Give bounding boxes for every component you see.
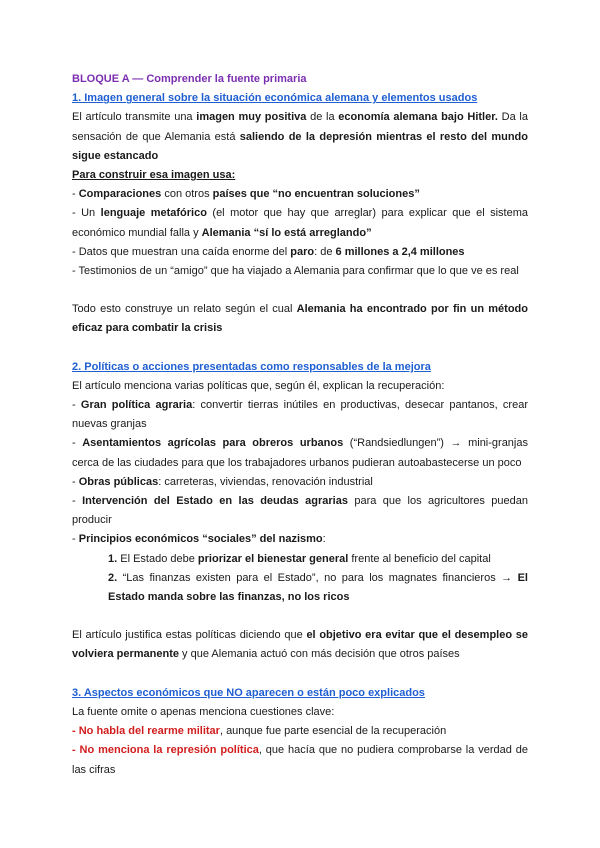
section-2-numbered-2: 2. “Las finanzas existen para el Estado”, no para los magnates financieros → El Estado manda sobre las finanzas, no los ricos — [108, 571, 528, 604]
section-1-bullet-1: - Comparaciones con otros países que “no encuentran soluciones” — [72, 188, 420, 201]
section-2-intro: El artículo menciona varias políticas que, según él, explican la recuperación: — [72, 379, 445, 392]
section-2-bullet-1: - Gran política agraria: convertir tierras inútiles en productivas, desecar pantanos, crear nuevas granjas — [72, 399, 528, 431]
section-2-bullet-2: - Asentamientos agrícolas para obreros urbanos (“Randsiedlungen”) → mini-granjas cerca de las ciudades para que los trabajadores urbanos pudieran autoabastecerse un poco — [72, 437, 528, 469]
section-3-title: 3. Aspectos económicos que NO aparecen o están poco explicados — [72, 686, 425, 699]
section-1-bullet-2: - Un lenguaje metafórico (el motor que hay que arreglar) para explicar que el sistema económico mundial falla y Alemania “sí lo está arreglando” — [72, 207, 529, 239]
section-2-bullet-5: - Principios económicos “sociales” del nazismo: — [72, 533, 326, 546]
block-title: BLOQUE A — Comprender la fuente primaria — [72, 73, 307, 85]
section-1-paragraph: El artículo transmite una imagen muy positiva de la economía alemana bajo Hitler. Da la sensación de que Alemania está saliendo de la depresión mientras el resto del mundo sigue estancado — [72, 111, 528, 162]
section-3-bullet-1: - No habla del rearme militar, aunque fue parte esencial de la recuperación — [72, 725, 447, 738]
section-1-bullet-4: - Testimonios de un “amigo” que ha viajado a Alemania para confirmar que lo que ve es real — [72, 265, 519, 278]
section-1-subheading: Para construir esa imagen usa: — [72, 169, 236, 182]
section-2-numbered-1: 1. El Estado debe priorizar el bienestar general frente al beneficio del capital — [108, 552, 491, 565]
section-2-conclusion: El artículo justifica estas políticas diciendo que el objetivo era evitar que el desempleo se volviera permanente y que Alemania actuó con más decisión que otros países — [72, 629, 528, 661]
section-2-bullet-4: - Intervención del Estado en las deudas agrarias para que los agricultores puedan producir — [72, 495, 528, 527]
section-3-bullet-2: - No menciona la represión política, que hacía que no pudiera comprobarse la verdad de las cifras — [72, 744, 528, 776]
section-1-bullet-3: - Datos que muestran una caída enorme del paro: de 6 millones a 2,4 millones — [72, 245, 465, 258]
section-1-title: 1. Imagen general sobre la situación económica alemana y elementos usados — [72, 92, 478, 105]
section-2-bullet-3: - Obras públicas: carreteras, viviendas, renovación industrial — [72, 475, 373, 488]
section-3-intro: La fuente omite o apenas menciona cuestiones clave: — [72, 705, 335, 718]
section-1-conclusion: Todo esto construye un relato según el cual Alemania ha encontrado por fin un método eficaz para combatir la crisis — [72, 303, 528, 335]
section-2-title: 2. Políticas o acciones presentadas como responsables de la mejora — [72, 360, 431, 373]
